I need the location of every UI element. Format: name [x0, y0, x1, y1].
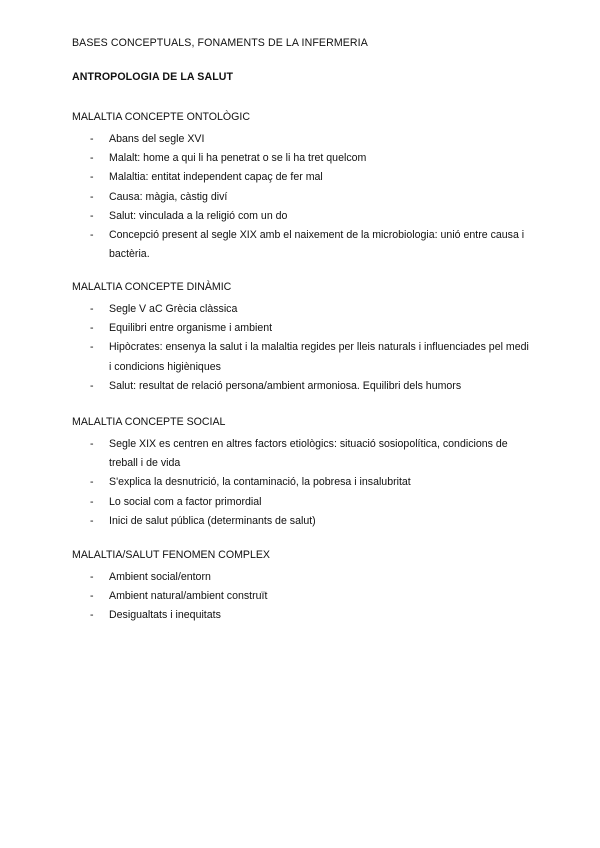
list-item-text: S'explica la desnutrició, la contaminació, la pobresa i insalubritat	[109, 476, 411, 489]
list-item	[72, 473, 532, 492]
section-dinamic	[72, 281, 532, 396]
bullet-dash: -	[90, 171, 94, 184]
list-item-text: Inici de salut pública (determinants de salut)	[109, 514, 316, 527]
list-item-text: Concepció present al segle XIX amb el naixement de la microbiologia: unió entre causa i bactèria.	[109, 229, 525, 261]
list-item-text: Salut: vinculada a la religió com un do	[109, 209, 288, 222]
list-item-text: Malalt: home a qui li ha penetrat o se li ha tret quelcom	[109, 152, 367, 165]
list-item-text: Hipòcrates: ensenya la salut i la malaltia regides per lleis naturals i influenciades pel medi i condicions higièniques	[109, 341, 529, 373]
list-item-text: Causa: màgia, càstig diví	[109, 190, 228, 203]
document-title: ANTROPOLOGIA DE LA SALUT	[72, 71, 234, 83]
list-item-text: Salut: resultat de relació persona/ambient armoniosa. Equilibri dels humors	[109, 379, 462, 392]
list-item	[72, 300, 532, 319]
section-complex	[72, 549, 532, 626]
list-item-text: Equilibri entre organisme i ambient	[109, 322, 273, 335]
document-header: BASES CONCEPTUALS, FONAMENTS DE LA INFERMERIA	[72, 37, 368, 49]
list-item-text: Lo social com a factor primordial	[109, 495, 262, 508]
list-item-text: Ambient natural/ambient construït	[109, 590, 268, 603]
bullet-dash: -	[90, 229, 94, 242]
list-item	[72, 377, 532, 396]
bullet-dash: -	[90, 438, 94, 450]
list-item-text: Desigualtats i inequitats	[109, 609, 221, 622]
bullet-dash: -	[90, 379, 94, 392]
list-item	[72, 493, 532, 512]
section-heading: MALALTIA CONCEPTE DINÀMIC	[72, 281, 232, 293]
bullet-dash: -	[90, 609, 94, 622]
section-heading: MALALTIA CONCEPTE ONTOLÒGIC	[72, 111, 250, 123]
list-item	[72, 587, 532, 606]
list-item	[72, 149, 532, 168]
list-item	[72, 207, 532, 226]
bullet-dash: -	[90, 514, 94, 527]
list-item	[72, 168, 532, 187]
bullet-dash: -	[90, 590, 94, 603]
bullet-dash: -	[90, 341, 94, 354]
bullet-dash: -	[90, 322, 94, 335]
bullet-list	[72, 568, 532, 626]
list-item	[72, 226, 532, 264]
bullet-dash: -	[90, 152, 94, 165]
section-heading: MALALTIA/SALUT FENOMEN COMPLEX	[72, 549, 270, 561]
list-item	[72, 188, 532, 207]
bullet-list	[72, 300, 532, 396]
bullet-dash: -	[90, 190, 94, 203]
list-item-text: Ambient social/entorn	[109, 571, 211, 583]
list-item	[72, 606, 532, 625]
bullet-dash: -	[90, 571, 94, 583]
bullet-list	[72, 435, 532, 531]
bullet-dash: -	[90, 476, 94, 489]
list-item	[72, 130, 532, 149]
list-item-text: Segle V aC Grècia clàssica	[109, 303, 238, 315]
list-item	[72, 568, 532, 587]
list-item-text: Abans del segle XVI	[109, 133, 205, 145]
bullet-dash: -	[90, 209, 94, 222]
bullet-dash: -	[90, 495, 94, 508]
list-item	[72, 435, 532, 473]
bullet-list	[72, 130, 532, 264]
list-item	[72, 338, 532, 376]
list-item-text: Malaltia: entitat independent capaç de fer mal	[109, 171, 323, 184]
bullet-dash: -	[90, 133, 94, 145]
section-ontologic	[72, 111, 532, 264]
list-item	[72, 319, 532, 338]
list-item-text: Segle XIX es centren en altres factors etiològics: situació sosiopolítica, condicions de treball i de vida	[109, 438, 508, 470]
section-heading: MALALTIA CONCEPTE SOCIAL	[72, 416, 226, 428]
bullet-dash: -	[90, 303, 94, 315]
list-item	[72, 512, 532, 531]
section-social	[72, 416, 532, 531]
